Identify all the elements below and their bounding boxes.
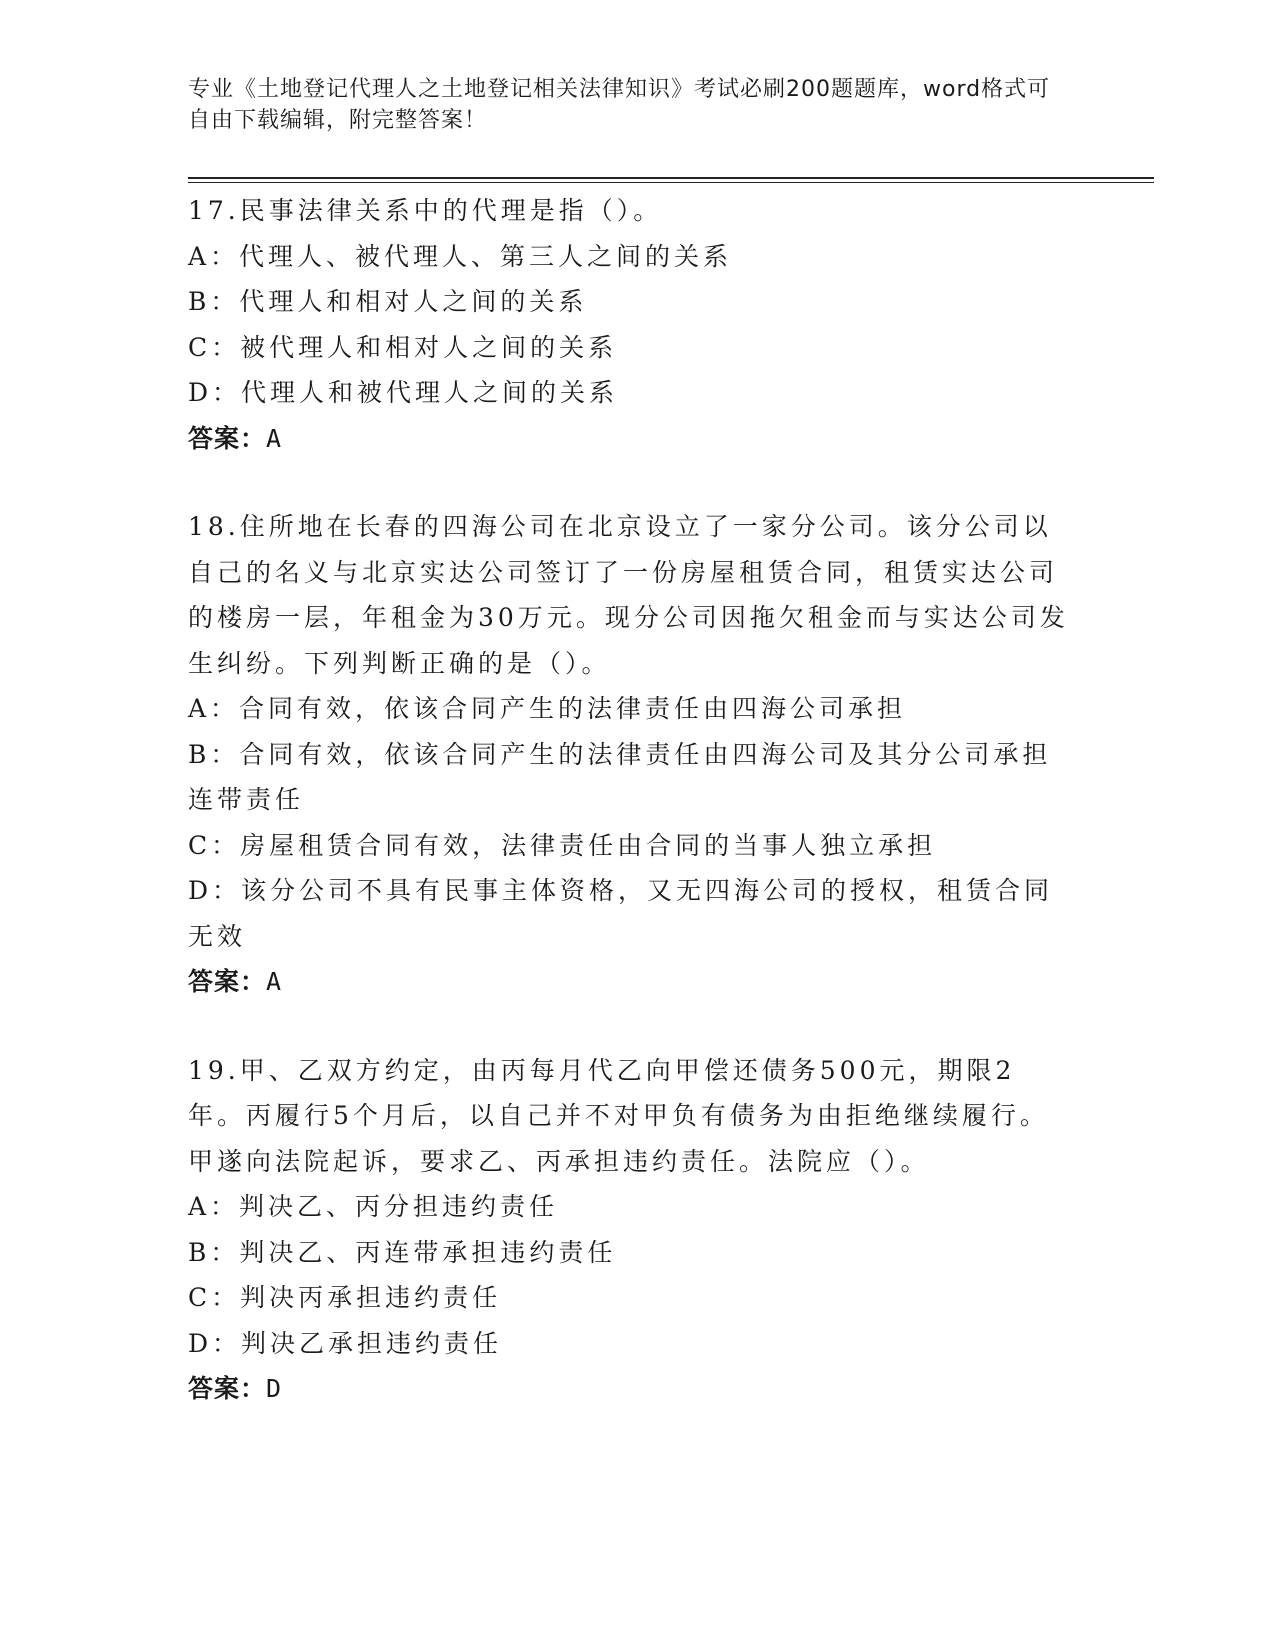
option-a: A：合同有效，依该合同产生的法律责任由四海公司承担 [188, 694, 907, 723]
header-divider-thin [188, 182, 1154, 183]
answer-line [188, 416, 1073, 462]
answer-value: A [266, 967, 283, 996]
page-header: 专业《土地登记代理人之土地登记相关法律知识》考试必刷200题题库，word格式可自由下载编辑，附完整答案！ [188, 77, 1051, 133]
option-d: D：该分公司不具有民事主体资格，又无四海公司的授权，租赁合同无效 [188, 876, 1054, 951]
answer-label: 答案： [188, 1374, 267, 1403]
answer-line [188, 1366, 1073, 1412]
question-18 [188, 504, 1073, 1005]
answer-label: 答案： [188, 423, 267, 453]
question-17 [188, 188, 1073, 461]
option-a: A：代理人、被代理人、第三人之间的关系 [188, 241, 733, 271]
option-b: B：合同有效，依该合同产生的法律责任由四海公司及其分公司承担连带责任 [188, 739, 1052, 814]
question-stem: 17.民事法律关系中的代理是指（）。 [188, 196, 663, 225]
option-c: C：房屋租赁合同有效，法律责任由合同的当事人独立承担 [188, 830, 937, 860]
answer-value: A [266, 423, 283, 453]
option-a: A：判决乙、丙分担违约责任 [188, 1192, 559, 1221]
option-d: D：判决乙承担违约责任 [188, 1328, 503, 1358]
question-list [188, 188, 1073, 1455]
answer-label: 答案： [188, 967, 267, 996]
option-c: C：判决丙承担违约责任 [188, 1283, 502, 1312]
option-d: D：代理人和被代理人之间的关系 [188, 378, 619, 407]
answer-line [188, 959, 1073, 1005]
question-stem: 19.甲、乙双方约定，由丙每月代乙向甲偿还债务500元，期限2年。丙履行5个月后，以自己并不对甲负有债务为由拒绝继续履行。甲遂向法院起诉，要求乙、丙承担违约责任。法院应（）。 [188, 1055, 1049, 1176]
question-19 [188, 1048, 1073, 1412]
option-c: C：被代理人和相对人之间的关系 [188, 332, 618, 362]
question-stem: 18.住所地在长春的四海公司在北京设立了一家分公司。该分公司以自己的名义与北京实达公司签订了一份房屋租赁合同，租赁实达公司的楼房一层，年租金为30万元。现分公司因拖欠租金而与实达公司发生纠纷。下列判断正确的是（）。 [188, 512, 1069, 678]
answer-value: D [266, 1374, 283, 1403]
option-b: B：判决乙、丙连带承担违约责任 [188, 1237, 617, 1267]
header-divider [188, 177, 1154, 179]
option-b: B：代理人和相对人之间的关系 [188, 287, 588, 316]
